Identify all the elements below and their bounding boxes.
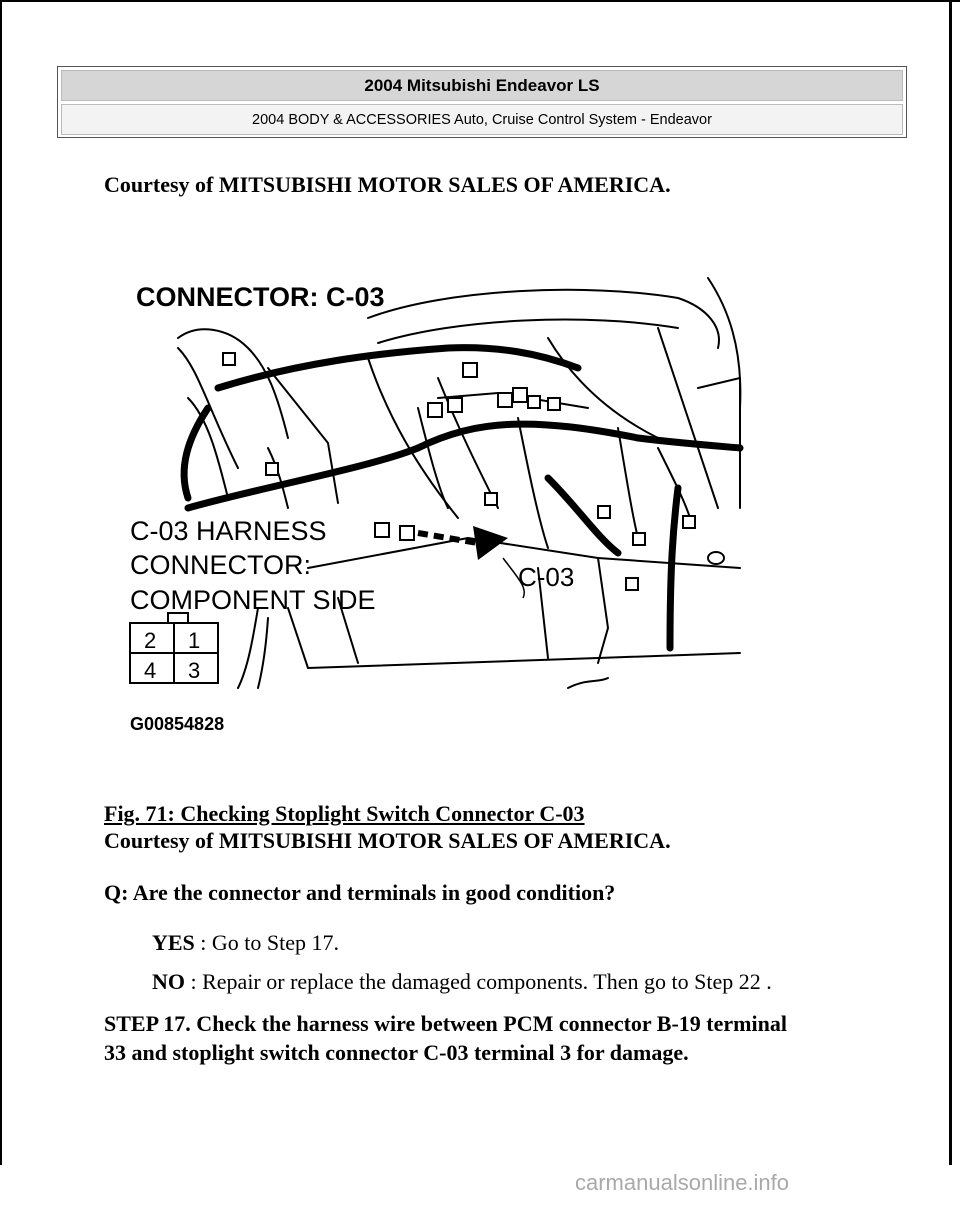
watermark: carmanualsonline.info xyxy=(575,1170,790,1195)
connector-box xyxy=(626,578,638,590)
connector-diagram xyxy=(118,268,748,748)
connector-box xyxy=(598,506,610,518)
callout-label: C-03 xyxy=(518,562,575,592)
connector-box xyxy=(375,523,389,537)
connector-round xyxy=(708,552,724,564)
connector-box xyxy=(633,533,645,545)
connector-box xyxy=(548,398,560,410)
step-line-2: 33 and stoplight switch connector C-03 terminal 3 for damage. xyxy=(104,1040,689,1065)
pin-label: 2 xyxy=(144,628,157,653)
pin-label: 3 xyxy=(188,658,201,683)
document-header xyxy=(57,66,907,138)
pin-label: 1 xyxy=(188,628,201,653)
header-subtitle: 2004 BODY & ACCESSORIES Auto, Cruise Control System - Endeavor xyxy=(61,104,903,135)
upper-harness xyxy=(218,348,578,388)
answer-no-label: NO xyxy=(152,969,185,994)
hanging-wire-1 xyxy=(238,608,258,688)
connector-box xyxy=(428,403,442,417)
dashboard-inner xyxy=(378,320,678,343)
panel-line-4 xyxy=(658,328,718,508)
answer-yes xyxy=(152,930,339,956)
harness-label-3: COMPONENT SIDE xyxy=(130,585,376,615)
connector-box xyxy=(683,516,695,528)
page-border-right xyxy=(949,0,952,1165)
connector-box xyxy=(266,463,278,475)
connector-box xyxy=(498,393,512,407)
hanging-wire-2 xyxy=(258,618,268,688)
figure-caption: Fig. 71: Checking Stoplight Switch Connector C-03 xyxy=(104,801,585,826)
right-drop-harness xyxy=(670,488,678,648)
page-border-left xyxy=(0,0,2,1165)
step-line-1: STEP 17. Check the harness wire between PCM connector B-19 terminal xyxy=(104,1011,787,1036)
question-text: Q: Are the connector and terminals in good condition? xyxy=(104,880,616,905)
connector-box xyxy=(400,526,414,540)
connector-box xyxy=(448,398,462,412)
connector-box xyxy=(485,493,497,505)
page-border-top xyxy=(0,0,960,2)
center-wire-3 xyxy=(518,418,548,548)
courtesy-bottom: Courtesy of MITSUBISHI MOTOR SALES OF AMERICA. xyxy=(104,828,671,853)
pin-label: 4 xyxy=(144,658,157,683)
dashboard-curve-right xyxy=(708,278,740,408)
right-wire-2 xyxy=(618,428,638,538)
answer-yes-label: YES xyxy=(152,930,195,955)
figure-id: G00854828 xyxy=(130,714,225,734)
bottom-hook xyxy=(568,678,608,688)
answer-no-text: : Repair or replace the damaged components. Then go to Step 22 . xyxy=(185,969,772,994)
connector-title-label: CONNECTOR: C-03 xyxy=(136,282,385,312)
connector-box xyxy=(513,388,527,402)
connector-box xyxy=(528,396,540,408)
harness-label-1: C-03 HARNESS xyxy=(130,516,327,546)
answer-yes-text: : Go to Step 17. xyxy=(194,930,340,955)
header-title: 2004 Mitsubishi Endeavor LS xyxy=(61,70,903,101)
center-wire-4 xyxy=(418,408,448,508)
answer-no xyxy=(152,969,772,995)
lower-panel-5 xyxy=(598,558,608,663)
harness-label-2: CONNECTOR: xyxy=(130,550,312,580)
connector-box xyxy=(223,353,235,365)
connector-box xyxy=(463,363,477,377)
courtesy-top: Courtesy of MITSUBISHI MOTOR SALES OF AMERICA. xyxy=(104,172,671,197)
small-wires-left-4 xyxy=(268,448,288,508)
